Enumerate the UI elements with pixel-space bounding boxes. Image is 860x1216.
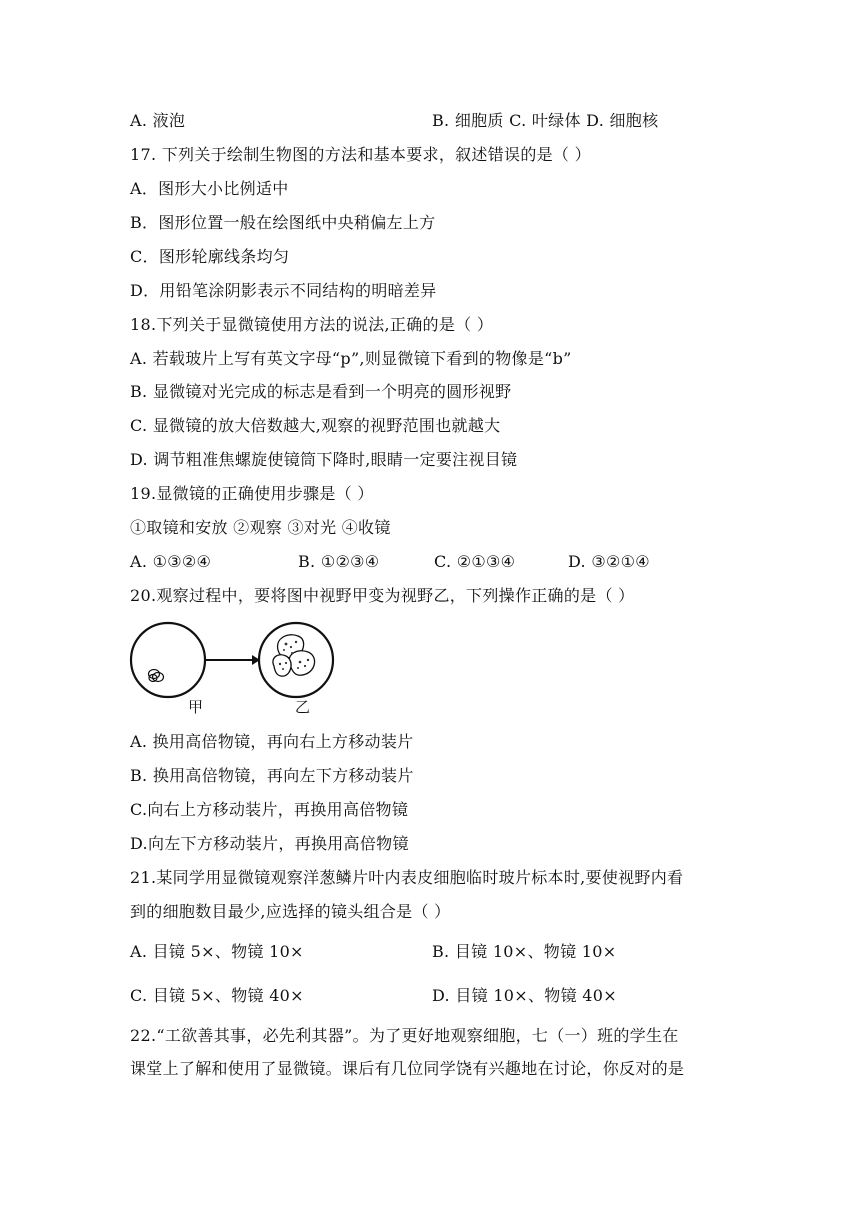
field-jia-circle [131,623,205,697]
q17-option-d: D．用铅笔涂阴影表示不同结构的明暗差异 [130,281,437,300]
q18-option-b: B. 显微镜对光完成的标志是看到一个明亮的圆形视野 [130,382,512,401]
question-22-line-1: 22.“工欲善其事，必先利其器”。为了更好地观察细胞，七（一）班的学生在 [130,1026,679,1045]
q19-option-b: B. ①②③④ [298,552,380,571]
microscope-field-figure [128,620,338,720]
question-22-line-2: 课堂上了解和使用了显微镜。课后有几位同学饶有兴趣地在讨论，你反对的是 [130,1059,685,1078]
q18-option-c: C. 显微镜的放大倍数越大,观察的视野范围也就越大 [130,416,501,435]
q20-option-a: A. 换用高倍物镜，再向右上方移动装片 [130,732,414,751]
q19-steps: ①取镜和安放 ②观察 ③对光 ④收镜 [130,518,391,537]
label-yi: 乙 [295,698,311,716]
small-cells-icon [149,670,164,682]
q18-option-a: A. 若载玻片上写有英文字母“p”,则显微镜下看到的物像是“b” [130,349,572,368]
q18-option-d: D. 调节粗准焦螺旋使镜筒下降时,眼睛一定要注视目镜 [130,450,518,469]
q21-option-b: B. 目镜 10×、物镜 10× [432,942,617,961]
q16-options-bcd: B. 细胞质 C. 叶绿体 D. 细胞核 [432,111,659,130]
label-jia: 甲 [188,698,204,716]
question-19: 19.显微镜的正确使用步骤是（ ） [130,484,374,503]
q19-option-d: D. ③②①④ [568,552,650,571]
q20-option-c: C.向右上方移动装片，再换用高倍物镜 [130,800,409,819]
q17-option-b: B．图形位置一般在绘图纸中央稍偏左上方 [130,213,436,232]
q21-option-d: D. 目镜 10×、物镜 40× [432,986,617,1005]
question-20: 20.观察过程中，要将图中视野甲变为视野乙，下列操作正确的是（ ） [130,586,635,605]
field-diagram [128,620,338,700]
q19-option-a: A. ①③②④ [130,552,212,571]
q17-option-a: A．图形大小比例适中 [130,179,289,198]
large-cells-icon [273,635,315,676]
q20-option-d: D.向左下方移动装片，再换用高倍物镜 [130,834,409,853]
question-21-line-2: 到的细胞数目最少,应选择的镜头组合是（ ） [130,902,451,921]
question-18: 18.下列关于显微镜使用方法的说法,正确的是（ ） [130,315,494,334]
q19-option-c: C. ②①③④ [434,552,516,571]
q21-option-c: C. 目镜 5×、物镜 40× [130,986,304,1005]
q17-option-c: C．图形轮廓线条均匀 [130,247,290,266]
question-17: 17. 下列关于绘制生物图的方法和基本要求，叙述错误的是（ ） [130,145,591,164]
question-21-line-1: 21.某同学用显微镜观察洋葱鳞片叶内表皮细胞临时玻片标本时,要使视野内看 [130,868,684,887]
q20-option-b: B. 换用高倍物镜，再向左下方移动装片 [130,766,414,785]
q21-option-a: A. 目镜 5×、物镜 10× [130,942,304,961]
q16-option-a: A. 液泡 [130,111,186,130]
